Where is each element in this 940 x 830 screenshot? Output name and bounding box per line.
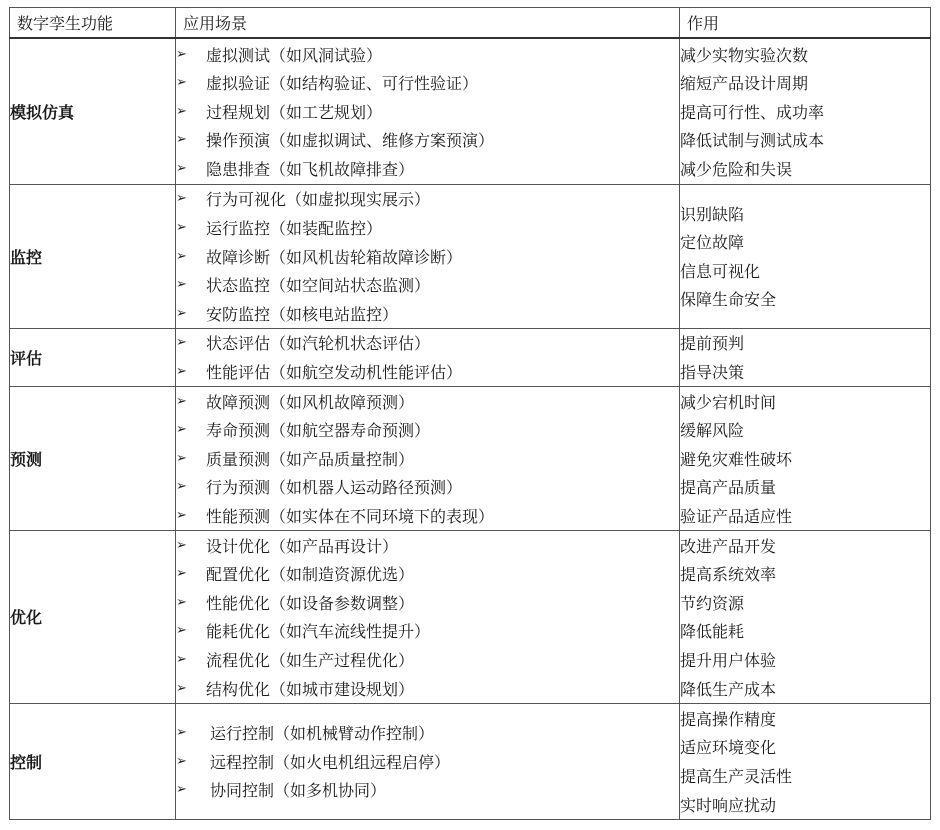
scenario-item — [176, 154, 679, 183]
arrow-bullet-icon: ➢ — [176, 75, 187, 91]
effect-cell — [680, 386, 931, 530]
scenario-cell — [176, 530, 680, 703]
scenario-text: 远程控制（如火电机组远程启停） — [210, 752, 451, 772]
arrow-bullet-icon: ➢ — [176, 160, 187, 176]
arrow-bullet-icon: ➢ — [176, 450, 187, 466]
arrow-bullet-icon: ➢ — [176, 393, 187, 409]
arrow-bullet-icon: ➢ — [176, 507, 187, 523]
arrow-bullet-icon: ➢ — [176, 132, 187, 148]
arrow-bullet-icon: ➢ — [176, 191, 187, 207]
scenario-cell — [176, 328, 680, 386]
scenario-text: 性能优化（如设备参数调整） — [206, 593, 415, 613]
arrow-bullet-icon: ➢ — [176, 537, 187, 553]
scenario-item — [176, 270, 679, 299]
effect-item: 降低生产成本 — [680, 679, 777, 699]
scenario-item — [176, 40, 679, 69]
arrow-bullet-icon: ➢ — [176, 594, 187, 610]
scenario-text: 质量预测（如产品质量控制） — [206, 449, 415, 469]
table-row — [10, 703, 931, 819]
scenario-text: 故障诊断（如风机齿轮箱故障诊断） — [206, 247, 463, 267]
digital-twin-function-table — [9, 7, 931, 820]
arrow-bullet-icon: ➢ — [176, 566, 187, 582]
arrow-bullet-icon: ➢ — [176, 725, 187, 741]
table-row — [10, 530, 931, 703]
scenario-text: 故障预测（如风机故障预测） — [206, 392, 415, 412]
scenario-item — [176, 444, 679, 473]
scenario-item — [176, 329, 679, 358]
scenario-text: 性能评估（如航空发动机性能评估） — [206, 362, 463, 382]
scenario-text: 协同控制（如多机协同） — [210, 781, 387, 801]
effect-item: 适应环境变化 — [680, 738, 777, 758]
effect-item: 实时响应扰动 — [680, 795, 777, 815]
arrow-bullet-icon: ➢ — [176, 753, 187, 769]
effect-cell — [680, 328, 931, 386]
scenario-item — [176, 472, 679, 501]
scenario-text: 寿命预测（如航空器寿命预测） — [206, 421, 431, 441]
effect-cell — [680, 703, 931, 819]
effect-item: 提高系统效率 — [680, 565, 777, 585]
scenario-text: 状态评估（如汽轮机状态评估） — [206, 334, 431, 354]
arrow-bullet-icon: ➢ — [176, 363, 187, 379]
function-cell: 预测 — [10, 386, 176, 530]
arrow-bullet-icon: ➢ — [176, 46, 187, 62]
arrow-bullet-icon: ➢ — [176, 277, 187, 293]
effect-item: 节约资源 — [680, 593, 745, 613]
effect-item: 提高可行性、成功率 — [680, 102, 825, 122]
header-effect: 作用 — [680, 8, 931, 39]
arrow-bullet-icon: ➢ — [176, 782, 187, 798]
scenario-item — [176, 674, 679, 703]
scenario-cell — [176, 703, 680, 819]
table-body — [10, 38, 931, 819]
scenario-item — [176, 617, 679, 646]
scenario-text: 过程规划（如工艺规划） — [206, 102, 383, 122]
effect-item: 识别缺陷 — [680, 204, 745, 224]
scenario-text: 虚拟验证（如结构验证、可行性验证） — [206, 74, 479, 94]
scenario-item — [176, 242, 679, 271]
header-function: 数字孪生功能 — [10, 8, 176, 39]
effect-item: 减少危险和失误 — [680, 159, 793, 179]
effect-item: 避免灾难性破坏 — [680, 449, 793, 469]
effect-item: 提高操作精度 — [680, 709, 777, 729]
scenario-text: 状态监控（如空间站状态监测） — [206, 276, 431, 296]
effect-item: 降低试制与测试成本 — [680, 131, 825, 151]
scenario-text: 能耗优化（如汽车流线性提升） — [206, 622, 431, 642]
header-scenario: 应用场景 — [176, 8, 680, 39]
effect-item: 减少宕机时间 — [680, 392, 777, 412]
table-row — [10, 386, 931, 530]
header-row — [10, 8, 931, 39]
effect-item: 保障生命安全 — [680, 290, 777, 310]
effect-item: 缓解风险 — [680, 421, 745, 441]
scenario-cell — [176, 184, 680, 328]
effect-item: 信息可视化 — [680, 261, 761, 281]
scenario-item — [176, 560, 679, 589]
scenario-cell — [176, 38, 680, 184]
arrow-bullet-icon: ➢ — [176, 305, 187, 321]
scenario-item — [176, 185, 679, 214]
function-cell: 评估 — [10, 328, 176, 386]
scenario-text: 运行控制（如机械臂动作控制） — [210, 724, 435, 744]
scenario-item — [176, 775, 679, 804]
arrow-bullet-icon: ➢ — [176, 335, 187, 351]
scenario-item — [176, 213, 679, 242]
scenario-item — [176, 97, 679, 126]
effect-item: 提高产品质量 — [680, 478, 777, 498]
effect-item: 改进产品开发 — [680, 536, 777, 556]
function-cell: 控制 — [10, 703, 176, 819]
scenario-item — [176, 415, 679, 444]
effect-item: 减少实物实验次数 — [680, 45, 809, 65]
effect-item: 降低能耗 — [680, 622, 745, 642]
scenario-item — [176, 747, 679, 776]
scenario-text: 运行监控（如装配监控） — [206, 218, 383, 238]
scenario-text: 安防监控（如核电站监控） — [206, 304, 399, 324]
effect-item: 提升用户体验 — [680, 651, 777, 671]
arrow-bullet-icon: ➢ — [176, 623, 187, 639]
arrow-bullet-icon: ➢ — [176, 248, 187, 264]
effect-cell — [680, 38, 931, 184]
scenario-text: 行为可视化（如虚拟现实展示） — [206, 190, 431, 210]
scenario-item — [176, 357, 679, 386]
table-row — [10, 184, 931, 328]
scenario-text: 隐患排查（如飞机故障排查） — [206, 159, 415, 179]
scenario-text: 配置优化（如制造资源优选） — [206, 565, 415, 585]
scenario-text: 流程优化（如生产过程优化） — [206, 651, 415, 671]
effect-item: 定位故障 — [680, 233, 745, 253]
scenario-item — [176, 387, 679, 416]
effect-item: 提前预判 — [680, 334, 745, 354]
effect-item: 验证产品适应性 — [680, 506, 793, 526]
arrow-bullet-icon: ➢ — [176, 479, 187, 495]
effect-item: 指导决策 — [680, 362, 745, 382]
scenario-item — [176, 645, 679, 674]
arrow-bullet-icon: ➢ — [176, 422, 187, 438]
scenario-text: 行为预测（如机器人运动路径预测） — [206, 478, 463, 498]
arrow-bullet-icon: ➢ — [176, 219, 187, 235]
table-row — [10, 328, 931, 386]
effect-cell — [680, 184, 931, 328]
function-cell: 监控 — [10, 184, 176, 328]
function-cell: 优化 — [10, 530, 176, 703]
scenario-text: 操作预演（如虚拟调试、维修方案预演） — [206, 131, 495, 151]
arrow-bullet-icon: ➢ — [176, 103, 187, 119]
arrow-bullet-icon: ➢ — [176, 680, 187, 696]
table-row — [10, 38, 931, 184]
effect-cell — [680, 530, 931, 703]
scenario-item — [176, 126, 679, 155]
scenario-item — [176, 68, 679, 97]
scenario-item — [176, 588, 679, 617]
effect-item: 缩短产品设计周期 — [680, 74, 809, 94]
scenario-text: 性能预测（如实体在不同环境下的表现） — [206, 506, 495, 526]
scenario-text: 设计优化（如产品再设计） — [206, 536, 399, 556]
effect-item: 提高生产灵活性 — [680, 766, 793, 786]
scenario-item — [176, 718, 679, 747]
scenario-cell — [176, 386, 680, 530]
scenario-text: 结构优化（如城市建设规划） — [206, 679, 415, 699]
scenario-text: 虚拟测试（如风洞试验） — [206, 45, 383, 65]
scenario-item — [176, 299, 679, 328]
arrow-bullet-icon: ➢ — [176, 652, 187, 668]
scenario-item — [176, 531, 679, 560]
function-cell: 模拟仿真 — [10, 38, 176, 184]
document-page — [9, 7, 931, 820]
scenario-item — [176, 501, 679, 530]
